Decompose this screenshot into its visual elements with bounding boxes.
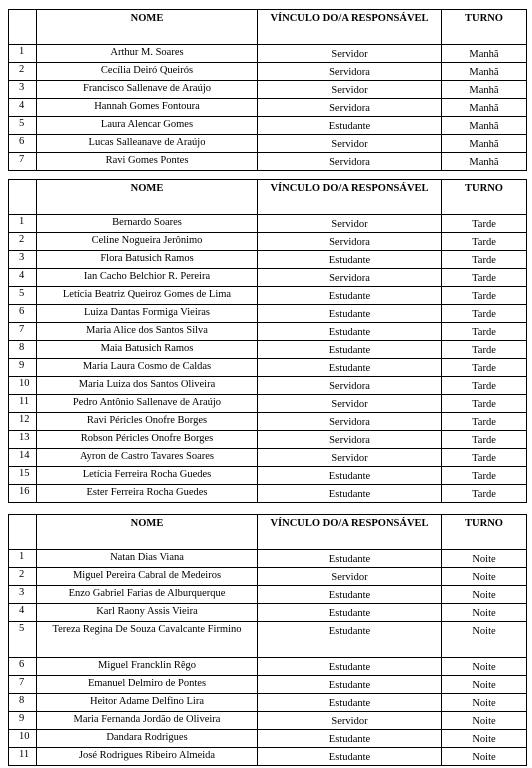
table-row	[9, 449, 527, 467]
row-number: 1	[9, 215, 37, 233]
row-nome: Ravi Gomes Pontes	[37, 153, 258, 171]
table-row	[9, 215, 527, 233]
row-nome: Pedro Antônio Sallenave de Araújo	[37, 395, 258, 413]
row-nome: Emanuel Delmiro de Pontes	[37, 676, 258, 694]
table-row	[9, 99, 527, 117]
table-row	[9, 233, 527, 251]
row-number: 5	[9, 117, 37, 135]
row-vinculo: Servidor	[258, 45, 442, 63]
row-turno: Tarde	[442, 305, 527, 323]
row-nome: Ravi Péricles Onofre Borges	[37, 413, 258, 431]
row-turno: Tarde	[442, 449, 527, 467]
row-nome: Maria Alice dos Santos Silva	[37, 323, 258, 341]
row-nome: Hannah Gomes Fontoura	[37, 99, 258, 117]
table-row	[9, 377, 527, 395]
row-number: 14	[9, 449, 37, 467]
row-number: 3	[9, 586, 37, 604]
row-number: 5	[9, 287, 37, 305]
header-row	[9, 515, 527, 550]
row-nome: Heitor Adame Delfino Lira	[37, 694, 258, 712]
row-number: 6	[9, 658, 37, 676]
row-nome: Celine Nogueira Jerônimo	[37, 233, 258, 251]
table-row	[9, 413, 527, 431]
row-nome: Maia Batusich Ramos	[37, 341, 258, 359]
row-number: 3	[9, 251, 37, 269]
table-row	[9, 287, 527, 305]
row-vinculo: Estudante	[258, 323, 442, 341]
row-number: 10	[9, 377, 37, 395]
row-number: 1	[9, 550, 37, 568]
row-nome: Luiza Dantas Formiga Vieiras	[37, 305, 258, 323]
header-vinculo: VÍNCULO DO/A RESPONSÁVEL	[258, 10, 442, 45]
row-turno: Noite	[442, 712, 527, 730]
row-vinculo: Estudante	[258, 748, 442, 766]
table-noite	[8, 514, 527, 766]
row-vinculo: Servidora	[258, 233, 442, 251]
row-number: 5	[9, 622, 37, 658]
row-vinculo: Servidora	[258, 413, 442, 431]
row-vinculo: Estudante	[258, 550, 442, 568]
header-vinculo: VÍNCULO DO/A RESPONSÁVEL	[258, 180, 442, 215]
row-turno: Tarde	[442, 287, 527, 305]
header-num	[9, 180, 37, 215]
row-vinculo: Estudante	[258, 341, 442, 359]
row-vinculo: Servidora	[258, 377, 442, 395]
row-turno: Manhã	[442, 63, 527, 81]
table-row	[9, 568, 527, 586]
table-row	[9, 712, 527, 730]
row-number: 3	[9, 81, 37, 99]
header-nome: NOME	[37, 180, 258, 215]
table-tarde	[8, 179, 527, 503]
row-nome: Karl Raony Assis Vieira	[37, 604, 258, 622]
row-vinculo: Servidora	[258, 431, 442, 449]
row-nome: Miguel Francklin Rêgo	[37, 658, 258, 676]
row-turno: Manhã	[442, 45, 527, 63]
row-vinculo: Servidor	[258, 135, 442, 153]
header-nome: NOME	[37, 10, 258, 45]
row-number: 16	[9, 485, 37, 503]
row-nome: Flora Batusich Ramos	[37, 251, 258, 269]
row-turno: Tarde	[442, 431, 527, 449]
row-nome: Arthur M. Soares	[37, 45, 258, 63]
table-row	[9, 730, 527, 748]
row-nome: Dandara Rodrigues	[37, 730, 258, 748]
table-row	[9, 251, 527, 269]
row-number: 7	[9, 676, 37, 694]
row-turno: Manhã	[442, 99, 527, 117]
row-nome: José Rodrigues Ribeiro Almeida	[37, 748, 258, 766]
row-nome: Enzo Gabriel Farias de Alburquerque	[37, 586, 258, 604]
row-turno: Tarde	[442, 269, 527, 287]
row-turno: Noite	[442, 622, 527, 658]
row-vinculo: Estudante	[258, 305, 442, 323]
table-row	[9, 63, 527, 81]
table-row	[9, 395, 527, 413]
row-vinculo: Estudante	[258, 694, 442, 712]
row-turno: Tarde	[442, 341, 527, 359]
row-turno: Noite	[442, 694, 527, 712]
table-row	[9, 604, 527, 622]
row-turno: Tarde	[442, 395, 527, 413]
row-vinculo: Servidora	[258, 99, 442, 117]
row-number: 11	[9, 395, 37, 413]
row-vinculo: Servidor	[258, 568, 442, 586]
row-number: 15	[9, 467, 37, 485]
row-vinculo: Estudante	[258, 586, 442, 604]
table-manha	[8, 9, 527, 171]
row-turno: Tarde	[442, 359, 527, 377]
row-turno: Noite	[442, 586, 527, 604]
row-number: 4	[9, 269, 37, 287]
row-nome: Ayron de Castro Tavares Soares	[37, 449, 258, 467]
table-row	[9, 323, 527, 341]
row-nome: Cecília Deiró Queirós	[37, 63, 258, 81]
header-row	[9, 180, 527, 215]
row-turno: Manhã	[442, 117, 527, 135]
row-nome: Natan Dias Viana	[37, 550, 258, 568]
row-turno: Manhã	[442, 81, 527, 99]
row-number: 11	[9, 748, 37, 766]
header-row	[9, 10, 527, 45]
table-row	[9, 467, 527, 485]
row-number: 2	[9, 233, 37, 251]
row-nome: Lucas Salleanave de Araújo	[37, 135, 258, 153]
header-turno: TURNO	[442, 515, 527, 550]
row-vinculo: Estudante	[258, 287, 442, 305]
row-number: 8	[9, 341, 37, 359]
header-nome: NOME	[37, 515, 258, 550]
table-row	[9, 81, 527, 99]
row-turno: Noite	[442, 748, 527, 766]
row-nome: Maria Fernanda Jordão de Oliveira	[37, 712, 258, 730]
row-turno: Noite	[442, 658, 527, 676]
row-vinculo: Servidor	[258, 395, 442, 413]
row-vinculo: Servidora	[258, 269, 442, 287]
header-turno: TURNO	[442, 10, 527, 45]
row-nome: Ester Ferreira Rocha Guedes	[37, 485, 258, 503]
header-turno: TURNO	[442, 180, 527, 215]
row-vinculo: Servidora	[258, 63, 442, 81]
table-row	[9, 748, 527, 766]
row-vinculo: Estudante	[258, 485, 442, 503]
row-vinculo: Servidora	[258, 153, 442, 171]
row-number: 4	[9, 99, 37, 117]
table-row	[9, 305, 527, 323]
row-turno: Tarde	[442, 377, 527, 395]
row-nome: Robson Péricles Onofre Borges	[37, 431, 258, 449]
row-vinculo: Estudante	[258, 676, 442, 694]
row-vinculo: Estudante	[258, 658, 442, 676]
row-turno: Tarde	[442, 323, 527, 341]
table-row	[9, 135, 527, 153]
row-nome: Letícia Beatriz Queiroz Gomes de Lima	[37, 287, 258, 305]
row-turno: Tarde	[442, 485, 527, 503]
row-vinculo: Servidor	[258, 215, 442, 233]
header-num	[9, 515, 37, 550]
row-vinculo: Estudante	[258, 117, 442, 135]
row-turno: Tarde	[442, 251, 527, 269]
row-number: 6	[9, 135, 37, 153]
row-number: 4	[9, 604, 37, 622]
row-vinculo: Estudante	[258, 730, 442, 748]
row-nome: Laura Alencar Gomes	[37, 117, 258, 135]
row-vinculo: Estudante	[258, 467, 442, 485]
row-nome: Ian Cacho Belchior R. Pereira	[37, 269, 258, 287]
row-nome: Miguel Pereira Cabral de Medeiros	[37, 568, 258, 586]
row-turno: Manhã	[442, 153, 527, 171]
row-vinculo: Servidor	[258, 81, 442, 99]
header-vinculo: VÍNCULO DO/A RESPONSÁVEL	[258, 515, 442, 550]
row-number: 7	[9, 153, 37, 171]
row-number: 13	[9, 431, 37, 449]
table-row	[9, 153, 527, 171]
row-number: 12	[9, 413, 37, 431]
row-turno: Manhã	[442, 135, 527, 153]
row-vinculo: Estudante	[258, 622, 442, 658]
row-number: 6	[9, 305, 37, 323]
row-turno: Noite	[442, 604, 527, 622]
header-num	[9, 10, 37, 45]
row-vinculo: Servidor	[258, 449, 442, 467]
table-row	[9, 622, 527, 658]
row-nome: Maria Luiza dos Santos Oliveira	[37, 377, 258, 395]
table-row	[9, 550, 527, 568]
table-row	[9, 359, 527, 377]
table-row	[9, 694, 527, 712]
row-vinculo: Estudante	[258, 251, 442, 269]
table-row	[9, 485, 527, 503]
row-turno: Tarde	[442, 413, 527, 431]
table-row	[9, 269, 527, 287]
row-number: 10	[9, 730, 37, 748]
row-turno: Tarde	[442, 467, 527, 485]
row-vinculo: Estudante	[258, 604, 442, 622]
row-number: 9	[9, 359, 37, 377]
table-row	[9, 658, 527, 676]
row-nome: Maria Laura Cosmo de Caldas	[37, 359, 258, 377]
row-turno: Tarde	[442, 233, 527, 251]
row-nome: Tereza Regina De Souza Cavalcante Firmino	[37, 622, 258, 658]
row-turno: Noite	[442, 550, 527, 568]
row-vinculo: Servidor	[258, 712, 442, 730]
row-number: 9	[9, 712, 37, 730]
row-nome: Francisco Sallenave de Araújo	[37, 81, 258, 99]
row-turno: Tarde	[442, 215, 527, 233]
table-row	[9, 341, 527, 359]
table-row	[9, 45, 527, 63]
row-nome: Bernardo Soares	[37, 215, 258, 233]
row-turno: Noite	[442, 676, 527, 694]
row-number: 1	[9, 45, 37, 63]
row-vinculo: Estudante	[258, 359, 442, 377]
row-number: 7	[9, 323, 37, 341]
table-row	[9, 676, 527, 694]
table-row	[9, 117, 527, 135]
row-number: 2	[9, 568, 37, 586]
row-nome: Letícia Ferreira Rocha Guedes	[37, 467, 258, 485]
row-number: 8	[9, 694, 37, 712]
row-turno: Noite	[442, 730, 527, 748]
table-row	[9, 431, 527, 449]
table-row	[9, 586, 527, 604]
row-number: 2	[9, 63, 37, 81]
row-turno: Noite	[442, 568, 527, 586]
